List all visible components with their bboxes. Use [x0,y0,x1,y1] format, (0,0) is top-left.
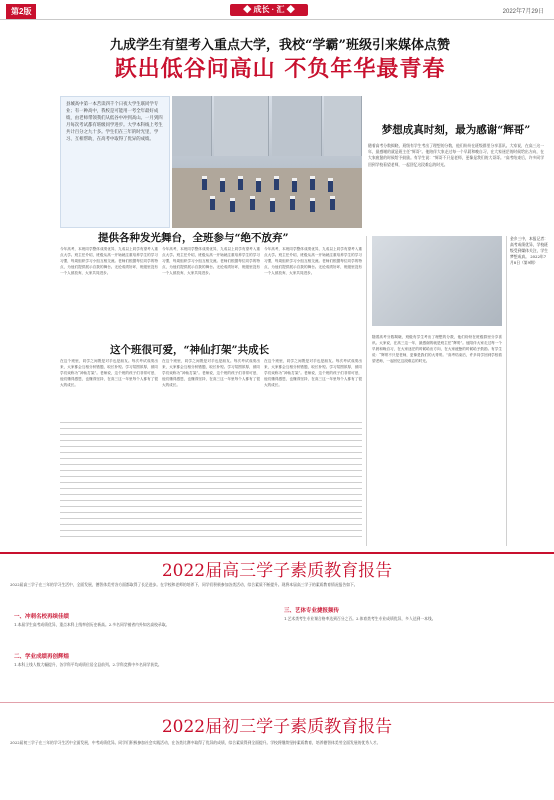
page-header-bar [0,0,554,20]
junior-report-body: 2022届初三学子在三年的学习生活中全面发展，中考成绩优异。同学们积极参加社会实践活动，在各类比赛中取得了优异的成绩，综合素质得到全面提升。学校将继续坚持素质教育，培养德智体美劳全面发展的优秀人才。 [10,740,381,745]
right-article [368,96,544,243]
section-b-col1: 在这个班里，同学之间既是对手也是朋友。每次考试成绩出来，大家都会互相分析错题，取长补短。学习氛围浓厚，被同学们戏称为“神仙打架”。老师说，这个班的孩子们非常可爱，他们懂得感恩，也懂得坚持，在高三这一年里每个人都有了很大的成长。 [60,359,158,387]
students-exercise-photo [172,96,362,228]
senior-item-text: 1.艺术类考生专业课合格率达到百分之百。2.体育类考生专业成绩优异，多人达到一本线。 [284,616,436,621]
right-article-body: 随着高考分数揭晓，班级有学生考出了理想的分数，他们纷纷在班级群里分享喜讯。大家说，在高三这一年，最感谢的就是班主任“辉哥”。他陪伴大家走过每一个早晨和晚自习，在大家迷茫的时候给出方向，在大家疲惫的时候给予鼓励。有学生说：“辉哥不只是老师，更像是我们的大哥哥。”高考结束后，许多同学回到学校看望老师，一起回忆这段难忘的时光。 [368,143,544,167]
page-number-badge: 第2版 [6,4,36,19]
column-divider [366,236,367,546]
senior-item-text: 1.本科上线人数大幅提升，各学科平均成绩位居全县前列。2.学科竞赛中多名同学获奖。 [14,662,162,667]
section-a-heading: 提供各种发光舞台，全班参与“绝不放弃” [98,232,289,244]
senior-item-heading: 三、艺体专业捷报频传 [284,608,340,614]
column-divider [506,236,507,546]
headline-title: 跃出低谷问高山 不负年华最青春 [114,57,446,82]
headline-kicker: 九成学生有望考入重点大学，我校“学霸”班级引来媒体点赞 [110,38,450,53]
lead-summary: 县城高中第一本苦读四千个日夜大学生联同学专业；有一种高中，我校是可能用一考全年最好成绩，由老师带领我们从低谷中冲到高山。一月到四月每次考试都有班级同学进步。大学本科线上考生共计百分之九十多。学生们在三年的时光里，学习、互相帮助，在高考中取得了优异的成绩。 [60,96,170,228]
classroom-photo [372,236,502,326]
issue-date: 2022年7月29日 [502,9,544,15]
junior-report-title: 2022届初三学子素质教育报告 [161,717,393,737]
senior-item-text: 1.本届学生高考成绩优异，重点本科上线率创历史新高。2.多名同学被省内外知名高校录取。 [14,622,170,627]
section-b-heading: 这个班很可爱，“神仙打架”共成长 [110,344,270,356]
section-a-col3: 今年高考，本班同学整体成绩优异，九成以上同学有望考入重点大学。班主任介绍，班级从高一开始就注重培养学生的学习习惯，每周组织学习小组互相交流。老师们根据每位同学的特点，为他们提供展示自我的舞台。无论成绩好坏，班级里没有一个人被放弃，大家共同进步。 [264,247,362,275]
section-b-more-text [60,422,362,542]
section-b-col2: 在这个班里，同学之间既是对手也是朋友。每次考试成绩出来，大家都会互相分析错题，取长补短。学习氛围浓厚，被同学们戏称为“神仙打架”。老师说，这个班的孩子们非常可爱，他们懂得感恩，也懂得坚持，在高三这一年里每个人都有了很大的成长。 [162,359,260,387]
senior-item-heading: 一、冲刺名校再续佳绩 [14,614,70,620]
right-article-heading: 梦想成真时刻，最为感谢“辉哥” [381,124,531,136]
section-a-col1: 今年高考，本班同学整体成绩优异，九成以上同学有望考入重点大学。班主任介绍，班级从高一开始就注重培养学生的学习习惯，每周组织学习小组互相交流。老师们根据每位同学的特点，为他们提供展示自我的舞台。无论成绩好坏，班级里没有一个人被放弃，大家共同进步。 [60,247,158,275]
side-caption: 金乡三中，本报记者：高考成绩优异，学校班级受到媒体关注，学生梦想成真。 2022年7月8日（第9期） [510,236,548,265]
section-b-col3: 在这个班里，同学之间既是对手也是朋友。每次考试成绩出来，大家都会互相分析错题，取长补短。学习氛围浓厚，被同学们戏称为“神仙打架”。老师说，这个班的孩子们非常可爱，他们懂得感恩，也懂得坚持，在高三这一年里每个人都有了很大的成长。 [264,359,362,387]
right-column-continued: 随着高考分数揭晓，班级有学生考出了理想的分数，他们纷纷在班级群里分享喜讯。大家说，在高三这一年，最感谢的就是班主任“辉哥”。他陪伴大家走过每一个早晨和晚自习，在大家迷茫的时候给出方向，在大家疲惫的时候给予鼓励。有学生说：“辉哥不只是老师，更像是我们的大哥哥。”高考结束后，许多同学回到学校看望老师，一起回忆这段难忘的时光。 [372,335,502,363]
senior-report-title: 2022届高三学子素质教育报告 [161,561,393,581]
section-badge: ◆ 成长 · 汇 ◆ [230,4,308,16]
senior-item-heading: 二、学业成绩再创辉煌 [14,654,70,660]
report-divider [0,552,554,554]
report-divider [0,702,554,703]
senior-report-intro: 2022届高三学子在三年的学习生活中，全面发展，德智体美劳各方面都取得了长足进步。在学校和老师的培养下，同学们积极参加各类活动，综合素质不断提升。现将本届高三学子的素质教育情况报告如下。 [10,582,358,587]
section-a-col2: 今年高考，本班同学整体成绩优异，九成以上同学有望考入重点大学。班主任介绍，班级从高一开始就注重培养学生的学习习惯，每周组织学习小组互相交流。老师们根据每位同学的特点，为他们提供展示自我的舞台。无论成绩好坏，班级里没有一个人被放弃，大家共同进步。 [162,247,260,275]
